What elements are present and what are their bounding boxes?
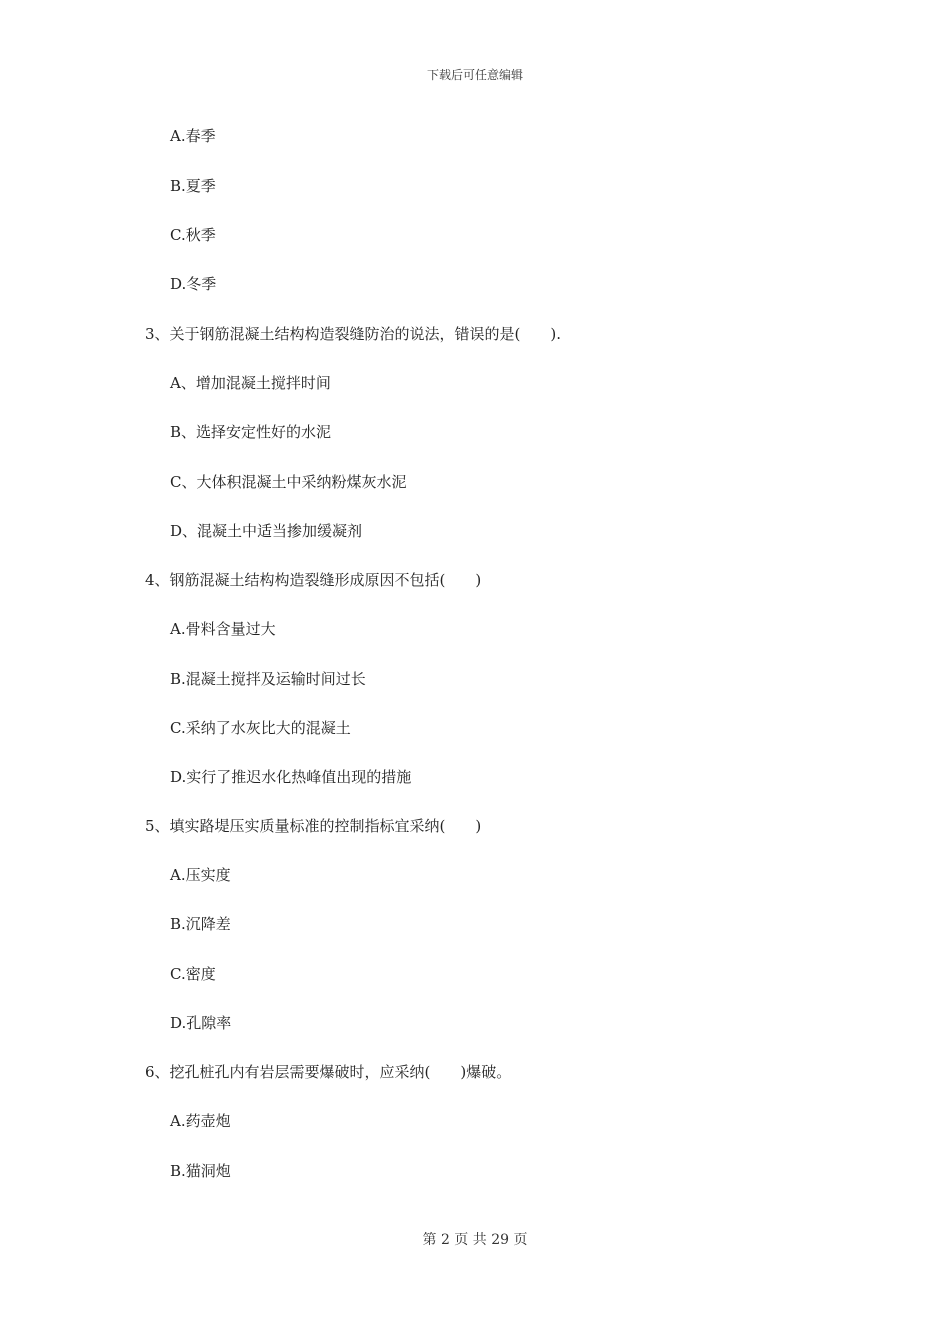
option-line: D.孔隙率 [170,1014,232,1032]
option-line: B.猫洞炮 [170,1162,231,1180]
option-line: A.压实度 [170,866,231,884]
option-line: C.采纳了水灰比大的混凝土 [170,719,351,737]
option-line: A、增加混凝土搅拌时间 [170,374,331,392]
option-line: C.密度 [170,965,216,983]
question-line: 5、填实路堤压实质量标准的控制指标宜采纳( ) [145,817,482,835]
option-line: B、选择安定性好的水泥 [170,423,332,441]
page-header: 下载后可任意编辑 [426,68,523,82]
option-line: A.药壶炮 [170,1112,231,1130]
question-line: 3、关于钢筋混凝土结构构造裂缝防治的说法，错误的是( ). [145,325,562,343]
option-line: D.冬季 [170,275,217,293]
page-footer: 第 2 页 共 29 页 [422,1232,528,1248]
option-line: B.沉降差 [170,915,231,933]
option-line: D.实行了推迟水化热峰值出现的措施 [170,768,412,786]
option-line: C、大体积混凝土中采纳粉煤灰水泥 [170,473,407,491]
question-line: 4、钢筋混凝土结构构造裂缝形成原因不包括( ) [145,571,482,589]
option-line: B.夏季 [170,177,216,195]
option-line: A.骨料含量过大 [170,620,276,638]
option-line: B.混凝土搅拌及运输时间过长 [170,670,366,688]
option-line: A.春季 [170,127,216,145]
question-line: 6、挖孔桩孔内有岩层需要爆破时，应采纳( )爆破。 [145,1063,512,1081]
option-line: D、混凝土中适当掺加缓凝剂 [170,522,363,540]
option-line: C.秋季 [170,226,216,244]
